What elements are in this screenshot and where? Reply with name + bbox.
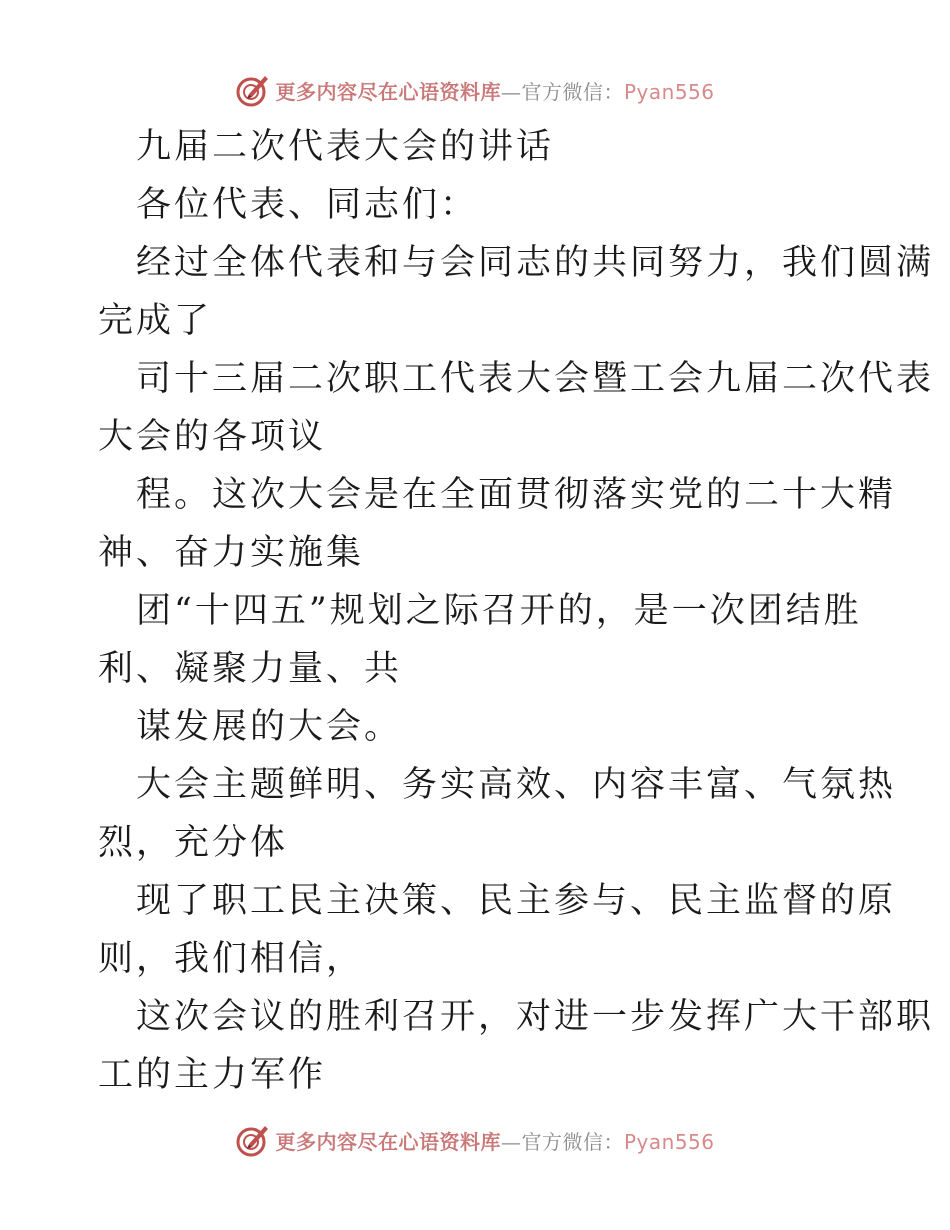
text-line: 这次会议的胜利召开，对进一步发挥广大干部职 bbox=[136, 997, 935, 1037]
doc-title: 九届二次代表大会的讲话 bbox=[136, 127, 555, 167]
salutation: 各位代表、同志们： bbox=[136, 185, 479, 225]
footer-text bbox=[275, 1126, 714, 1155]
pen-logo-icon bbox=[235, 72, 271, 108]
text-line: 神、奋力实施集 bbox=[98, 533, 365, 573]
footer-wechat-label: 官方微信： bbox=[521, 1129, 624, 1154]
text-line: 大会的各项议 bbox=[98, 417, 327, 457]
header-brand: 更多内容尽在心语资料库 bbox=[275, 79, 501, 104]
header-wechat-id: Pyan556 bbox=[623, 79, 715, 104]
header-text bbox=[275, 76, 714, 105]
text-line: 则，我们相信， bbox=[98, 939, 365, 979]
header-wechat-label: 官方微信： bbox=[521, 79, 624, 104]
pen-logo-icon bbox=[235, 1122, 271, 1158]
text-line: 经过全体代表和与会同志的共同努力，我们圆满 bbox=[136, 243, 935, 283]
text-line: 完成了 bbox=[98, 301, 213, 341]
footer-dash: — bbox=[500, 1129, 522, 1154]
footer-banner bbox=[0, 1120, 950, 1160]
text-line: 谋发展的大会。 bbox=[136, 707, 403, 747]
text-line: 烈，充分体 bbox=[98, 823, 289, 863]
text-line: 司十三届二次职工代表大会暨工会九届二次代表 bbox=[136, 359, 935, 399]
header-banner bbox=[0, 70, 950, 110]
header-dash: — bbox=[500, 79, 522, 104]
text-line: 团“十四五”规划之际召开的，是一次团结胜 bbox=[136, 591, 862, 631]
text-line: 程。这次大会是在全面贯彻落实党的二十大精 bbox=[136, 475, 897, 515]
text-line: 工的主力军作 bbox=[98, 1055, 327, 1095]
footer-wechat-id: Pyan556 bbox=[623, 1129, 715, 1154]
footer-brand: 更多内容尽在心语资料库 bbox=[275, 1129, 501, 1154]
text-line: 大会主题鲜明、务实高效、内容丰富、气氛热 bbox=[136, 765, 897, 805]
text-line: 利、凝聚力量、共 bbox=[98, 649, 403, 689]
document-body bbox=[98, 118, 935, 1104]
text-line: 现了职工民主决策、民主参与、民主监督的原 bbox=[136, 881, 897, 921]
